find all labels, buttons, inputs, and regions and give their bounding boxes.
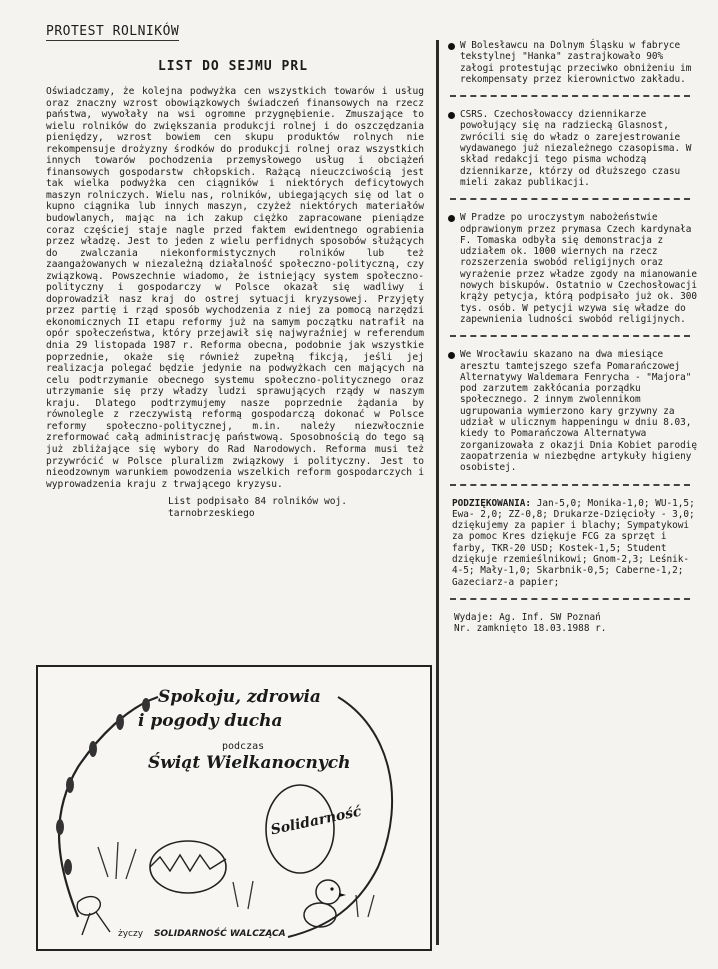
dashed-separator [450, 598, 690, 600]
news-item [448, 109, 698, 188]
bullet-icon [448, 43, 455, 50]
letter-body: Oświadczamy, że kolejna podwyżka cen wszystkich towarów i usług oraz znaczny wzrost obowiązkowych świadczeń finansowych na rzecz państwa, wywołały na wsi ogromne przygnębienie. Zmuszające to wielu rolników do zwiększania produkcji rolnej i do oszczędzania pieniędzy, wzrost bowiem cen skupu produktów rolnych nie rekompensuje drożyzny środków do produkcji rolnej oraz wszystkich innych towarów pochodzenia przemysłowego usług i obciążeń finansowych gospodarstw chłopskich. Rażącą nieuczciwością jest tak wielka podwyżka cen ciągników i niektórych deficytowych maszyn rolniczych. Wielu nas, rolników, ubiegających się od lat o kupno ciągnika lub innych maszyn, czyżeż niektórych materiałów budowlanych, mając na ich zakup ciężko zapracowane pieniądze coraz częściej staje nagle przed faktem ewidentnego ograbienia przez władzę. Jest to jeden z wielu perfidnych sposobów służących do zwalczania niekonformistycznych rolników lub też zaangażowanych w niezależną działalność społeczno-polityczną, czy związkową. Powszechnie wiadomo, że istniejący system społeczno-polityczny i gospodarczy w Polsce okazał się wadliwy i doprowadził nasz kraj do ostrej sytuacji kryzysowej. Przyjęty przez partię i rząd sposób wychodzenia z niej za pomocą narzędzi ekonomicznych II etapu reformy już na samym początku natrafił na opór społeczeństwa, który przejawił się najwyraźniej w referendum dnia 29 listopada 1987 r. Reforma obecna, podobnie jak wszystkie poprzednie, okaże się również zupełną fikcją, jeśli jej realizacja polegać będzie jedynie na podwyżkach cen mających na celu podtrzymanie obecnego systemu społeczno-politycznego oraz utrzymanie się przy władzy ludzi sprawujących rządy w naszym kraju. Dlatego podtrzymujemy nasze poprzednie żądania by równolegle z rzeczywistą reformą gospodarczą dokonać w Polsce reformy społeczno-politycznej, m.in. należy niezwłocznie zreformować całą administrację państwową. Sposobnością do tego są już zbliżające się wybory do Rad Narodowych. Reforma musi też przywrócić w Polsce pluralizm związkowy i polityczny. Jest to nieodzownym warunkiem powodzenia wszelkich reform gospodarczych i wyprowadzenia kraju z trwającego kryzysu. [46, 86, 424, 490]
catkins [56, 698, 150, 875]
greeting-line-2: i pogody ducha [138, 711, 283, 731]
thanks-text: Jan-5,0; Monika-1,0; WU-1,5; Ewa- 2,0; ZZ-0,8; Drukarze-Dzięcioły - 3,0; dziękujemy za papier i blachy; Sympatykowi za pomoc Kres dziękuje FCG za sprzęt i farby, TKR-20 USD; Kostek-1,5; Student dziękuje rzemieślnikowi; Gnom-2,3; Leśnik-4-5; Mały-1,0; Skarbnik-0,5; Caberne-1,2; Gazeciarz-a papier; [452, 497, 695, 588]
left-column [38, 20, 428, 519]
greeting-line-3: podczas [222, 741, 265, 752]
section-label: PROTEST ROLNIKÓW [46, 24, 180, 39]
bullet-icon [448, 112, 455, 119]
dashed-separator [450, 335, 690, 337]
greeting-line-4: Świąt Wielkanocnych [148, 753, 351, 773]
greeting-line-1: Spokoju, zdrowia [158, 687, 321, 707]
wishes-prefix: życzy [118, 929, 144, 939]
thanks-label: PODZIĘKOWANIA: [452, 497, 532, 509]
news-item [448, 40, 698, 85]
grass [98, 842, 374, 917]
wishes-name: SOLIDARNOŚĆ WALCZĄCA [153, 929, 286, 939]
right-column [448, 40, 698, 634]
easter-drawing [38, 667, 430, 949]
news-text: We Wrocławiu skazano na dwa miesiące aresztu tamtejszego szefa Pomarańczowej Alternatywy Waldemara Fenrycha - "Majora" pod zarzutem zakłócania porządku społecznego. 2 innym zwolennikom ugrupowania wymierzono kary grzywny za udział w ulicznym happeningu w dniu 8.03, kiedy to Pomarańczowa Alternatywa zorganizowała z okazji Dnia Kobiet parodię zaopatrzenia w niezbędne artykuły higieny osobistej. [460, 349, 698, 474]
news-text: W Bolesławcu na Dolnym Śląsku w fabryce tekstylnej "Hanka" zastrajkowało 90% załogi protestując przeciwko obniżeniu im rekompensaty przez kierownictwo zakładu. [460, 40, 692, 85]
column-divider [436, 40, 439, 945]
egg-text: Solidarność [269, 803, 363, 839]
easter-illustration [36, 665, 432, 951]
wishes-line [118, 929, 286, 939]
bullet-icon [448, 215, 455, 222]
letter-headline: LIST DO SEJMU PRL [157, 59, 309, 74]
thanks-block [448, 498, 698, 588]
dashed-separator [450, 198, 690, 200]
broken-shell-edge [150, 855, 226, 871]
news-item [448, 212, 698, 325]
chick-head [316, 880, 340, 904]
footer-publisher: Wydaje: Ag. Inf. SW Poznań [454, 611, 601, 623]
news-text: W Pradze po uroczystym nabożeństwie odprawionym przez prymasa Czech kardynała F. Tomaska odbyła się demonstracja z udziałem ok. 1000 wiernych na rzecz rozszerzenia swobód religijnych oraz wyrażenie przez władze zgody na mianowanie nowych biskupów. Ostatnio w Czechosłowacji krąży petycja, którą podpisało już ok. 300 tys. osób. W petycji wzywa się władze do zapewnienia ludności swobód religijnych. [460, 212, 698, 325]
news-text: CSRS. Czechosłowaccy dziennikarze powołujący się na radziecką Glasnost, zwrócili się do władz o zarejestrowanie wydawanego już niezależnego czasopisma. W skład redakcji tego pisma wchodzą dziennikarze, którzy od dłuższego czasu mieli zakaz publikacji. [460, 109, 692, 188]
dashed-separator [450, 95, 690, 97]
chick-body [304, 903, 336, 927]
bullet-icon [448, 352, 455, 359]
dashed-separator [450, 484, 690, 486]
footer-date: Nr. zamknięto 18.03.1988 r. [454, 623, 607, 635]
news-item [448, 349, 698, 473]
letter-signature: List podpisało 84 rolników woj. tarnobrzeskiego [168, 496, 348, 519]
